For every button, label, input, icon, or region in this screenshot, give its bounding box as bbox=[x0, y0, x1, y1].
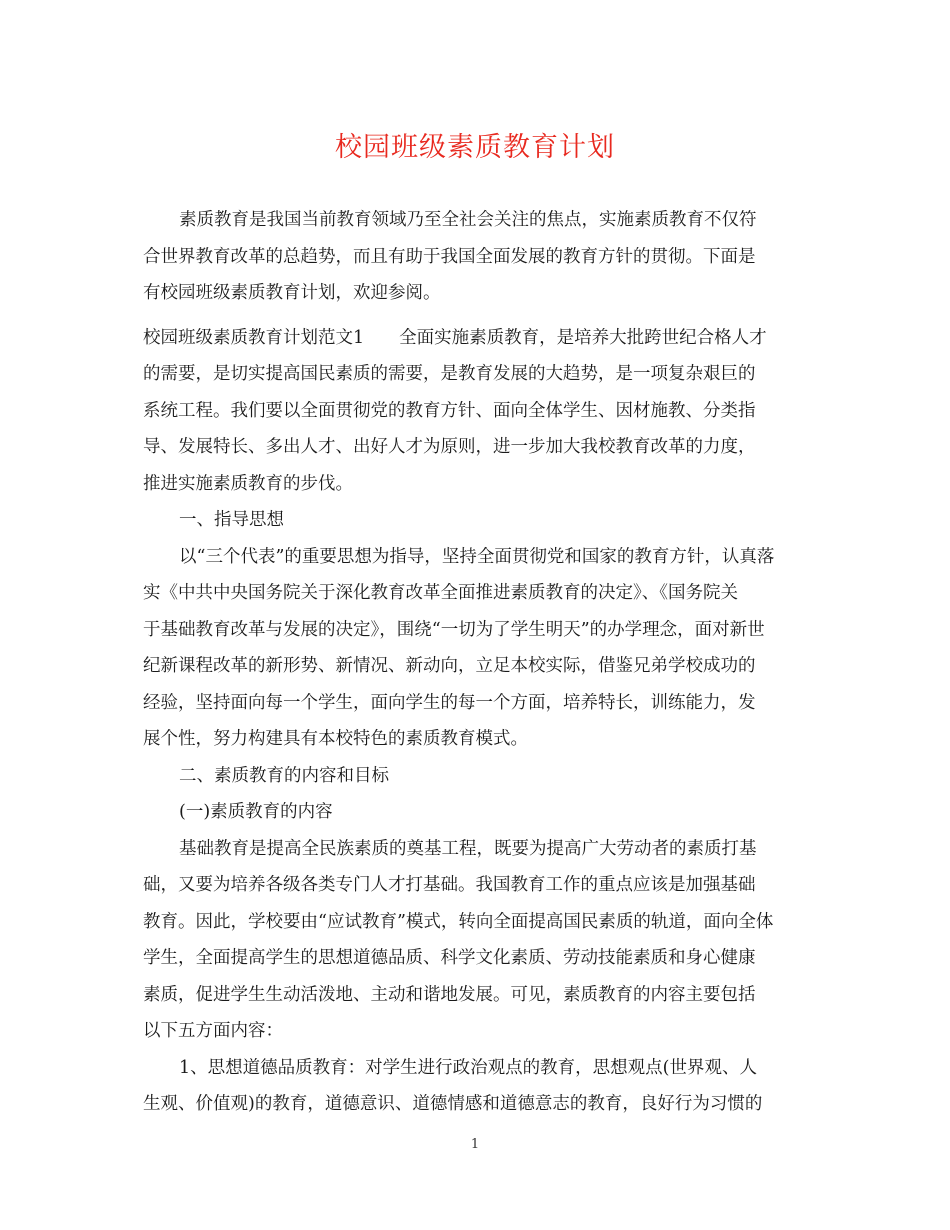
body-line: 础，又要为培养各级各类专门人才打基础。我国教育工作的重点应该是加强基础 bbox=[143, 875, 756, 895]
body-line: 生观、价值观)的教育，道德意识、道德情感和道德意志的教育，良好行为习惯的 bbox=[143, 1094, 763, 1114]
body-line: 以“三个代表”的重要思想为指导，坚持全面贯彻党和国家的教育方针，认真落 bbox=[179, 546, 775, 567]
paragraph-gap bbox=[143, 312, 813, 320]
body-line: (一)素质教育的内容 bbox=[179, 802, 333, 822]
body-line: 1、思想道德品质教育：对学生进行政治观点的教育，思想观点(世界观、人 bbox=[179, 1057, 757, 1078]
body-line: 实《中共中央国务院关于深化教育改革全面推进素质教育的决定》、《国务院关 bbox=[143, 583, 738, 603]
body-line: 二、素质教育的内容和目标 bbox=[179, 765, 389, 786]
body-line: 合世界教育改革的总趋势，而且有助于我国全面发展的教育方针的贯彻。下面是 bbox=[143, 246, 756, 267]
body-line: 经验，坚持面向每一个学生，面向学生的每一个方面，培养特长，训练能力，发 bbox=[143, 692, 756, 713]
page-number: 1 bbox=[470, 1137, 480, 1152]
body-line: 素质，促进学生生动活泼地、主动和谐地发展。可见，素质教育的内容主要包括 bbox=[143, 984, 756, 1005]
body-line: 于基础教育改革与发展的决定》，围绕“一切为了学生明天”的办学理念，面对新世 bbox=[143, 619, 765, 640]
body-line: 一、指导思想 bbox=[179, 510, 284, 530]
body-line: 的需要，是切实提高国民素质的需要，是教育发展的大趋势，是一项复杂艰巨的 bbox=[143, 364, 756, 384]
body-line: 素质教育是我国当前教育领域乃至全社会关注的焦点，实施素质教育不仅符 bbox=[179, 210, 757, 230]
body-line: 有校园班级素质教育计划，欢迎参阅。 bbox=[143, 283, 441, 303]
body-line: 基础教育是提高全民族素质的奠基工程，既要为提高广大劳动者的素质打基 bbox=[179, 838, 757, 859]
body-line: 校园班级素质教育计划范文1 全面实施素质教育，是培养大批跨世纪合格人才 bbox=[143, 327, 767, 348]
body-line: 以下五方面内容： bbox=[143, 1021, 283, 1041]
body-line: 导、发展特长、多出人才、出好人才为原则，进一步加大我校教育改革的力度， bbox=[143, 437, 756, 457]
document-body bbox=[143, 202, 813, 1123]
body-line: 展个性，努力构建具有本校特色的素质教育模式。 bbox=[143, 729, 528, 749]
body-line: 推进实施素质教育的步伐。 bbox=[143, 473, 353, 494]
body-line: 学生，全面提高学生的思想道德品质、科学文化素质、劳动技能素质和身心健康 bbox=[143, 948, 756, 968]
body-line: 教育。因此，学校要由“应试教育”模式，转向全面提高国民素质的轨道，面向全体 bbox=[143, 911, 774, 932]
body-line: 系统工程。我们要以全面贯彻党的教育方针、面向全体学生、因材施教、分类指 bbox=[143, 400, 756, 421]
body-line: 纪新课程改革的新形势、新情况、新动向，立足本校实际，借鉴兄弟学校成功的 bbox=[143, 656, 756, 676]
document-title: 校园班级素质教育计划 bbox=[335, 132, 615, 163]
